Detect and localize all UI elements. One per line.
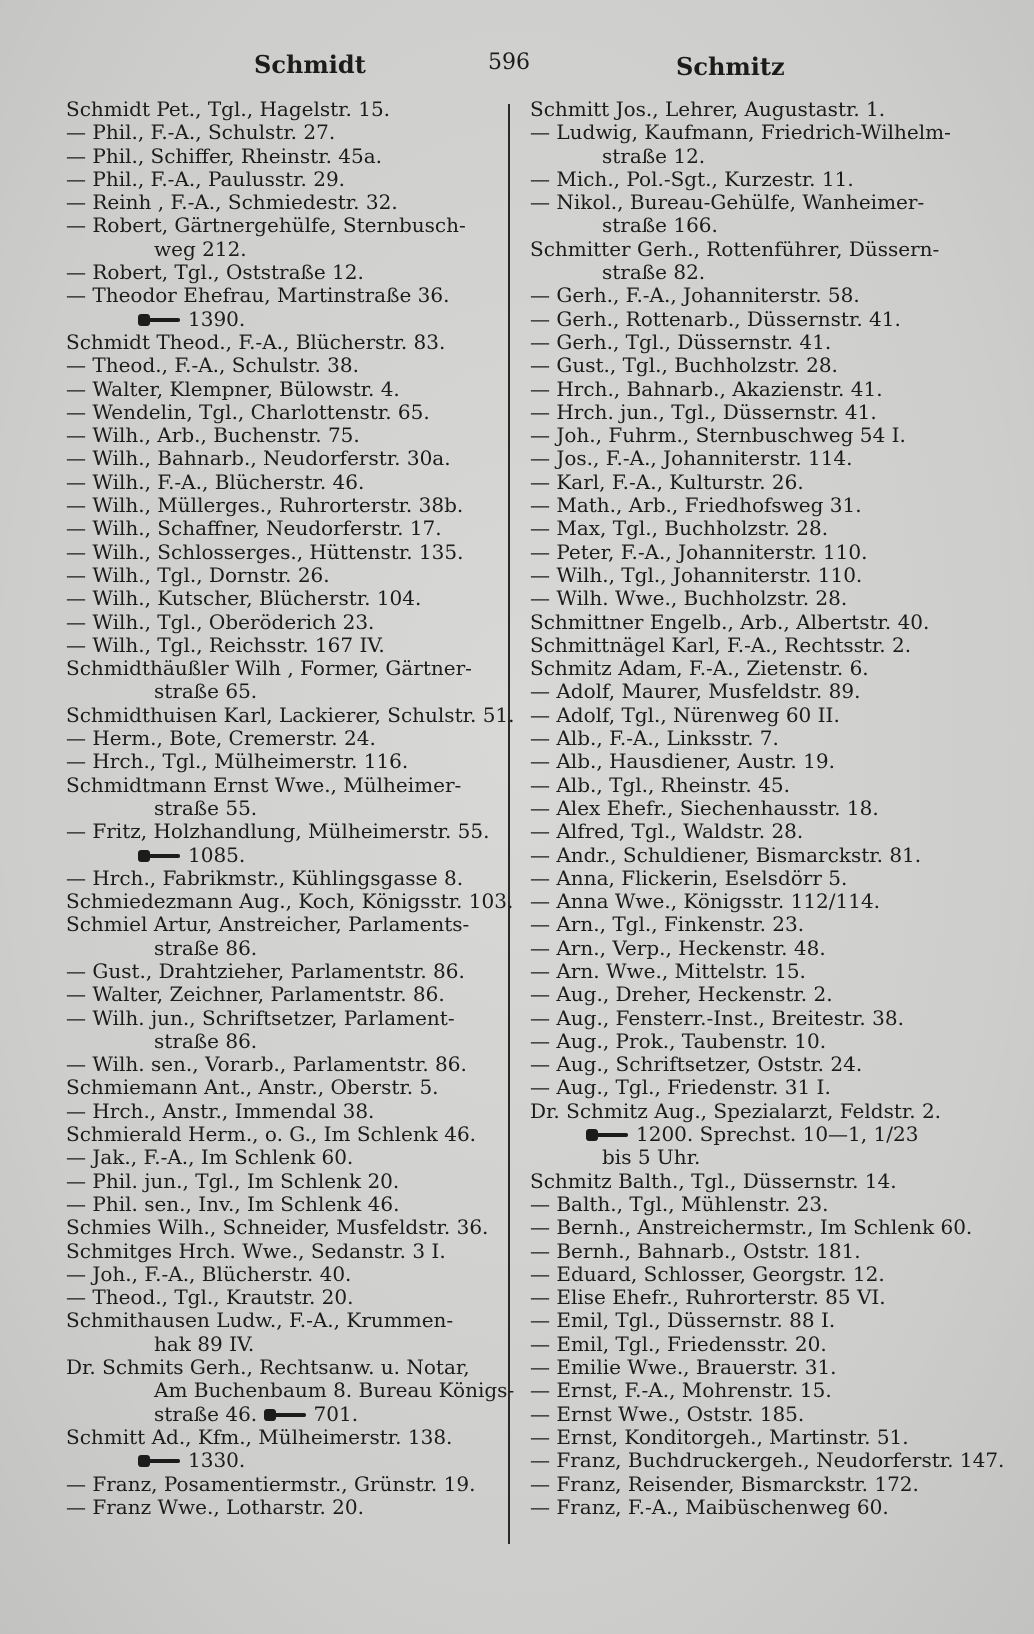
directory-entry-line (66, 354, 506, 377)
entry-text: — Elise Ehefr., Ruhrorterstr. 85 VI. (530, 1285, 886, 1310)
entry-text: straße 65. (154, 679, 258, 704)
entry-text: Schmithausen Ludw., F.-A., Krummen- (66, 1308, 454, 1333)
entry-text: 1330. (188, 1448, 246, 1473)
entry-text: Am Buchenbaum 8. Bureau Königs- (154, 1378, 515, 1403)
directory-entry-line (66, 424, 506, 447)
directory-entry-line (530, 191, 990, 214)
entry-text: — Wendelin, Tgl., Charlottenstr. 65. (66, 399, 430, 424)
entry-text: — Emilie Wwe., Brauerstr. 31. (530, 1355, 837, 1380)
directory-entry-line (530, 471, 990, 494)
entry-text: hak 89 IV. (154, 1331, 255, 1356)
directory-entry-line (66, 1193, 506, 1216)
directory-entry-line (530, 867, 990, 890)
directory-entry-line (530, 378, 990, 401)
entry-text: — Andr., Schuldiener, Bismarckstr. 81. (530, 842, 922, 867)
directory-entry-line (530, 238, 990, 261)
directory-entry-line (66, 820, 506, 843)
directory-entry-line (66, 1216, 506, 1239)
directory-entry-line (66, 1007, 506, 1030)
directory-entry-line (530, 261, 990, 284)
directory-entry-line (66, 1286, 506, 1309)
entry-text: — Karl, F.-A., Kulturstr. 26. (530, 469, 804, 494)
entry-text: straße 166. (602, 213, 718, 238)
entry-text: — Alfred, Tgl., Waldstr. 28. (530, 819, 804, 844)
directory-entry-line (66, 1426, 506, 1449)
entry-text: Schmiemann Ant., Anstr., Oberstr. 5. (66, 1075, 439, 1100)
entry-text: — Phil., F.-A., Schulstr. 27. (66, 120, 336, 145)
directory-entry-line (530, 1286, 990, 1309)
entry-text: — Wilh., Müllerges., Ruhrorterstr. 38b. (66, 493, 464, 518)
directory-entry-line (530, 1193, 990, 1216)
entry-text: 1390. (188, 306, 246, 331)
directory-entry-line (530, 727, 990, 750)
page-number: 596 (488, 50, 530, 75)
directory-entry-line (66, 889, 514, 914)
directory-entry-line (66, 844, 506, 867)
directory-entry-line (530, 424, 990, 447)
entry-text: — Joh., Fuhrm., Sternbuschweg 54 I. (530, 423, 906, 448)
entry-text: Schmies Wilh., Schneider, Musfeldstr. 36. (66, 1215, 489, 1240)
directory-entry-line (530, 704, 990, 727)
entry-text: Schmiedezmann Aug., Koch, Königsstr. 103. (66, 889, 514, 914)
entry-text: Schmitt Jos., Lehrer, Augustastr. 1. (530, 97, 886, 121)
directory-entry-line (66, 378, 506, 401)
directory-entry-line (530, 98, 990, 121)
directory-entry-line (530, 587, 990, 610)
entry-text: Schmitter Gerh., Rottenführer, Düssern- (530, 236, 940, 261)
entry-text: — Alex Ehefr., Siechenhausstr. 18. (530, 795, 879, 820)
directory-entry-line (530, 1309, 990, 1332)
entry-text: — Franz Wwe., Lotharstr. 20. (66, 1494, 364, 1519)
entry-text: — Aug., Fensterr.-Inst., Breitestr. 38. (530, 1005, 904, 1030)
entry-text: bis 5 Uhr. (602, 1145, 701, 1170)
header-left-keyword: Schmidt (254, 50, 366, 79)
entry-text: — Robert, Gärtnergehülfe, Sternbusch- (66, 213, 466, 238)
directory-entry-line (530, 634, 990, 657)
directory-entry-line (66, 750, 506, 773)
entry-text: Schmittner Engelb., Arb., Albertstr. 40. (530, 609, 930, 634)
entry-text: 1200. Sprechst. 10—1, 1/23 (636, 1122, 919, 1147)
directory-entry-line (66, 1496, 506, 1519)
directory-entry-line (66, 168, 506, 191)
column-divider (508, 104, 510, 1544)
directory-entry-line (66, 494, 506, 517)
directory-entry-line (66, 98, 506, 121)
directory-entry-line (530, 1448, 1005, 1473)
phone-number: 701. (313, 1401, 359, 1426)
directory-entry-line (66, 1263, 506, 1286)
left-column (66, 97, 515, 1519)
entry-text: — Peter, F.-A., Johanniterstr. 110. (530, 539, 868, 564)
directory-entry-line (66, 1146, 506, 1169)
directory-entry-line (66, 913, 506, 936)
directory-entry-line (530, 1403, 990, 1426)
directory-entry-line (530, 1007, 990, 1030)
directory-entry-line (530, 937, 990, 960)
entry-text: — Ludwig, Kaufmann, Friedrich-Wilhelm- (530, 120, 951, 145)
entry-text: — Adolf, Tgl., Nürenweg 60 II. (530, 702, 840, 727)
directory-entry-line (66, 1309, 506, 1332)
entry-text: — Wilh. jun., Schriftsetzer, Parlament- (66, 1005, 455, 1030)
entry-text: — Alb., Tgl., Rheinstr. 45. (530, 772, 790, 797)
entry-text: — Mich., Pol.-Sgt., Kurzestr. 11. (530, 166, 854, 191)
entry-text: — Phil. sen., Inv., Im Schlenk 46. (66, 1191, 400, 1216)
directory-entry-line (530, 494, 990, 517)
directory-entry-line (530, 1076, 990, 1099)
entry-text: — Balth., Tgl., Mühlenstr. 23. (530, 1191, 829, 1216)
directory-entry-line (530, 797, 990, 820)
telephone-icon (138, 313, 180, 327)
entry-text: — Franz, Buchdruckergeh., Neudorferstr. 147. (530, 1448, 1005, 1473)
entry-text: — Wilh., Arb., Buchenstr. 75. (66, 423, 360, 448)
directory-entry-line (530, 844, 990, 867)
entry-text: — Arn., Verp., Heckenstr. 48. (530, 935, 826, 960)
entry-text: — Alb., F.-A., Linksstr. 7. (530, 726, 779, 751)
entry-text: straße 46. (154, 1401, 258, 1426)
directory-entry-line (530, 1333, 990, 1356)
entry-text: — Theod., F.-A., Schulstr. 38. (66, 353, 359, 378)
entry-text: — Wilh., Kutscher, Blücherstr. 104. (66, 586, 422, 611)
directory-entry-line (66, 680, 506, 703)
entry-text: straße 82. (602, 260, 706, 285)
entry-text: Schmidt Pet., Tgl., Hagelstr. 15. (66, 97, 391, 121)
directory-entry-line (530, 1240, 990, 1263)
directory-entry-line (66, 238, 506, 261)
directory-entry-line (66, 191, 506, 214)
directory-entry-line (66, 214, 506, 237)
entry-text: — Hrch., Fabrikmstr., Kühlingsgasse 8. (66, 865, 464, 890)
directory-entry-line (530, 121, 990, 144)
directory-entry-line (66, 145, 506, 168)
entry-text: — Eduard, Schlosser, Georgstr. 12. (530, 1261, 885, 1286)
entry-text: 1085. (188, 842, 246, 867)
entry-text: — Phil., Schiffer, Rheinstr. 45a. (66, 143, 383, 168)
directory-entry-line (530, 1216, 990, 1239)
directory-entry-line (66, 1473, 506, 1496)
directory-entry-line (66, 1170, 506, 1193)
entry-text: — Wilh. Wwe., Buchholzstr. 28. (530, 586, 848, 611)
directory-entry-line (66, 284, 506, 307)
entry-text: Dr. Schmits Gerh., Rechtsanw. u. Notar, (66, 1355, 470, 1380)
entry-text: Schmitt Ad., Kfm., Mülheimerstr. 138. (66, 1424, 453, 1449)
directory-entry-line (530, 401, 990, 424)
directory-entry-line (530, 680, 990, 703)
entry-text: Schmittnägel Karl, F.-A., Rechtsstr. 2. (530, 632, 912, 657)
telephone-icon (586, 1128, 628, 1142)
directory-entry-line (66, 541, 506, 564)
directory-entry-line (530, 1053, 990, 1076)
entry-text: straße 12. (602, 143, 706, 168)
directory-entry-line (66, 471, 506, 494)
directory-entry-line (66, 611, 506, 634)
entry-text: Schmitz Adam, F.-A., Zietenstr. 6. (530, 656, 869, 681)
directory-entry-line (530, 611, 990, 634)
entry-text: — Ernst Wwe., Oststr. 185. (530, 1401, 805, 1426)
directory-entry-line (530, 145, 990, 168)
entry-text: — Adolf, Maurer, Musfeldstr. 89. (530, 679, 861, 704)
entry-text: — Wilh., F.-A., Blücherstr. 46. (66, 469, 365, 494)
entry-text: — Emil, Tgl., Friedensstr. 20. (530, 1331, 827, 1356)
entry-text: — Anna Wwe., Königsstr. 112/114. (530, 889, 881, 914)
entry-text: Schmiel Artur, Anstreicher, Parlaments- (66, 912, 470, 937)
entry-text: — Emil, Tgl., Düssernstr. 88 I. (530, 1308, 836, 1333)
directory-entry-line (66, 261, 506, 284)
entry-text: — Gerh., Rottenarb., Düssernstr. 41. (530, 306, 901, 331)
directory-entry-line (66, 634, 506, 657)
entry-text: — Hrch. jun., Tgl., Düssernstr. 41. (530, 399, 877, 424)
entry-text: — Anna, Flickerin, Eselsdörr 5. (530, 865, 848, 890)
directory-entry-line (66, 1076, 506, 1099)
entry-text: — Wilh., Tgl., Johanniterstr. 110. (530, 562, 863, 587)
directory-entry-line (530, 960, 990, 983)
entry-text: — Gerh., F.-A., Johanniterstr. 58. (530, 283, 860, 308)
entry-text: — Bernh., Bahnarb., Oststr. 181. (530, 1238, 861, 1263)
directory-entry-line (530, 168, 990, 191)
directory-entry-line (530, 564, 990, 587)
directory-entry-line (66, 657, 506, 680)
directory-entry-line (530, 913, 990, 936)
directory-entry-line (530, 890, 990, 913)
directory-entry-line (66, 1100, 506, 1123)
directory-entry-line (66, 774, 506, 797)
directory-entry-line (530, 214, 990, 237)
directory-entry-line (66, 517, 506, 540)
entry-text: — Robert, Tgl., Oststraße 12. (66, 260, 364, 285)
entry-text: — Aug., Schriftsetzer, Oststr. 24. (530, 1052, 863, 1077)
entry-text: Schmidtmann Ernst Wwe., Mülheimer- (66, 772, 462, 797)
entry-text: — Reinh , F.-A., Schmiedestr. 32. (66, 190, 398, 215)
header-right-keyword: Schmitz (676, 52, 785, 81)
entry-text: — Aug., Prok., Taubenstr. 10. (530, 1028, 827, 1053)
directory-entry-line (66, 331, 506, 354)
entry-text: — Walter, Klempner, Bülowstr. 4. (66, 376, 400, 401)
directory-entry-line (66, 960, 506, 983)
entry-text: — Jos., F.-A., Johanniterstr. 114. (530, 446, 853, 471)
entry-text: — Max, Tgl., Buchholzstr. 28. (530, 516, 829, 541)
telephone-icon (264, 1408, 306, 1422)
right-column (530, 97, 1005, 1519)
directory-entry-line (530, 983, 990, 1006)
entry-text: — Arn., Tgl., Finkenstr. 23. (530, 912, 805, 937)
entry-text: Schmitges Hrch. Wwe., Sedanstr. 3 I. (66, 1238, 446, 1263)
entry-text: Schmierald Herm., o. G., Im Schlenk 46. (66, 1122, 477, 1147)
entry-text: straße 55. (154, 795, 258, 820)
entry-text: — Phil., F.-A., Paulusstr. 29. (66, 166, 346, 191)
entry-text: — Herm., Bote, Cremerstr. 24. (66, 726, 376, 751)
directory-entry-line (66, 937, 506, 960)
entry-text: — Fritz, Holzhandlung, Mülheimerstr. 55. (66, 819, 490, 844)
entry-text: — Franz, Posamentiermstr., Grünstr. 19. (66, 1471, 476, 1496)
entry-text: Schmidt Theod., F.-A., Blücherstr. 83. (66, 329, 446, 354)
directory-entry-line (530, 1146, 990, 1169)
directory-entry-line (530, 1356, 990, 1379)
directory-entry-line (530, 354, 990, 377)
directory-entry-line (530, 1426, 990, 1449)
entry-text: — Gust., Drahtzieher, Parlamentstr. 86. (66, 958, 465, 983)
directory-entry-line (530, 1496, 990, 1519)
directory-entry-line (530, 541, 990, 564)
directory-entry-line (66, 447, 506, 470)
directory-entry-line (530, 1123, 990, 1146)
page-header (0, 50, 1034, 90)
entry-text: — Gust., Tgl., Buchholzstr. 28. (530, 353, 838, 378)
entry-text: — Wilh., Tgl., Reichsstr. 167 IV. (66, 632, 385, 657)
entry-text: — Phil. jun., Tgl., Im Schlenk 20. (66, 1168, 400, 1193)
directory-entry-line (530, 517, 990, 540)
directory-entry-line (66, 867, 506, 890)
directory-entry-line (66, 564, 506, 587)
directory-entry-line (66, 797, 506, 820)
entry-text: — Wilh., Bahnarb., Neudorferstr. 30a. (66, 446, 451, 471)
entry-text: — Hrch., Bahnarb., Akazienstr. 41. (530, 376, 883, 401)
entry-text: — Arn. Wwe., Mittelstr. 15. (530, 958, 806, 983)
directory-entry-line (530, 284, 990, 307)
entry-text: — Theod., Tgl., Krautstr. 20. (66, 1285, 354, 1310)
entry-text: straße 86. (154, 935, 258, 960)
entry-text: weg 212. (154, 236, 247, 261)
entry-text: Schmidthuisen Karl, Lackierer, Schulstr. 51. (66, 702, 515, 727)
directory-entry-line (66, 1449, 506, 1472)
entry-text: — Aug., Dreher, Heckenstr. 2. (530, 982, 833, 1007)
directory-entry-line (66, 1030, 506, 1053)
entry-text: — Jak., F.-A., Im Schlenk 60. (66, 1145, 354, 1170)
directory-entry-line (66, 121, 506, 144)
directory-entry-line (530, 1100, 990, 1123)
entry-text: — Ernst, F.-A., Mohrenstr. 15. (530, 1378, 832, 1403)
entry-text: — Franz, F.-A., Maibüschenweg 60. (530, 1494, 889, 1519)
entry-text: — Wilh., Schaffner, Neudorferstr. 17. (66, 516, 442, 541)
directory-entry-line (66, 587, 506, 610)
entry-text: — Gerh., Tgl., Düssernstr. 41. (530, 329, 832, 354)
directory-entry-line (66, 1123, 506, 1146)
entry-text: — Wilh., Tgl., Oberöderich 23. (66, 609, 375, 634)
directory-entry-line (530, 1030, 990, 1053)
directory-entry-line (66, 1053, 506, 1076)
entry-text: — Ernst, Konditorgeh., Martinstr. 51. (530, 1424, 909, 1449)
directory-entry-line (530, 331, 990, 354)
entry-text: — Wilh., Tgl., Dornstr. 26. (66, 562, 330, 587)
directory-entry-line (530, 1170, 990, 1193)
entry-text: — Joh., F.-A., Blücherstr. 40. (66, 1261, 352, 1286)
directory-entry-line (530, 447, 990, 470)
entry-text: Schmidthäußler Wilh , Former, Gärtner- (66, 656, 472, 681)
entry-text: — Hrch., Anstr., Immendal 38. (66, 1098, 375, 1123)
directory-entry-line (530, 774, 990, 797)
directory-entry-line (66, 308, 506, 331)
entry-text: — Nikol., Bureau-Gehülfe, Wanheimer- (530, 190, 925, 215)
directory-entry-line (530, 308, 990, 331)
entry-text: Dr. Schmitz Aug., Spezialarzt, Feldstr. 2. (530, 1098, 942, 1123)
directory-entry-line (530, 1263, 990, 1286)
entry-text: — Wilh., Schlosserges., Hüttenstr. 135. (66, 539, 464, 564)
directory-entry-line (66, 1378, 515, 1403)
directory-entry-line (530, 750, 990, 773)
directory-entry-line (66, 1403, 506, 1426)
directory-entry-line (66, 1240, 506, 1263)
entry-text: — Wilh. sen., Vorarb., Parlamentstr. 86. (66, 1052, 467, 1077)
telephone-icon (138, 849, 180, 863)
entry-text: — Theodor Ehefrau, Martinstraße 36. (66, 283, 450, 308)
directory-entry-line (530, 657, 990, 680)
entry-text: — Aug., Tgl., Friedenstr. 31 I. (530, 1075, 831, 1100)
entry-text: straße 86. (154, 1028, 258, 1053)
directory-entry-line (530, 1379, 990, 1402)
entry-text: — Math., Arb., Friedhofsweg 31. (530, 493, 862, 518)
directory-entry-line (66, 702, 515, 727)
telephone-icon (138, 1454, 180, 1468)
entry-text: Schmitz Balth., Tgl., Düssernstr. 14. (530, 1168, 897, 1193)
directory-entry-line (66, 401, 506, 424)
directory-entry-line (530, 820, 990, 843)
entry-text: — Bernh., Anstreichermstr., Im Schlenk 60. (530, 1215, 973, 1240)
directory-entry-line (66, 1356, 506, 1379)
directory-entry-line (530, 1473, 990, 1496)
entry-text: — Franz, Reisender, Bismarckstr. 172. (530, 1471, 919, 1496)
directory-entry-line (66, 1333, 506, 1356)
directory-entry-line (66, 983, 506, 1006)
entry-text: — Hrch., Tgl., Mülheimerstr. 116. (66, 749, 409, 774)
entry-text: — Alb., Hausdiener, Austr. 19. (530, 749, 835, 774)
directory-entry-line (66, 727, 506, 750)
entry-text: — Walter, Zeichner, Parlamentstr. 86. (66, 982, 445, 1007)
